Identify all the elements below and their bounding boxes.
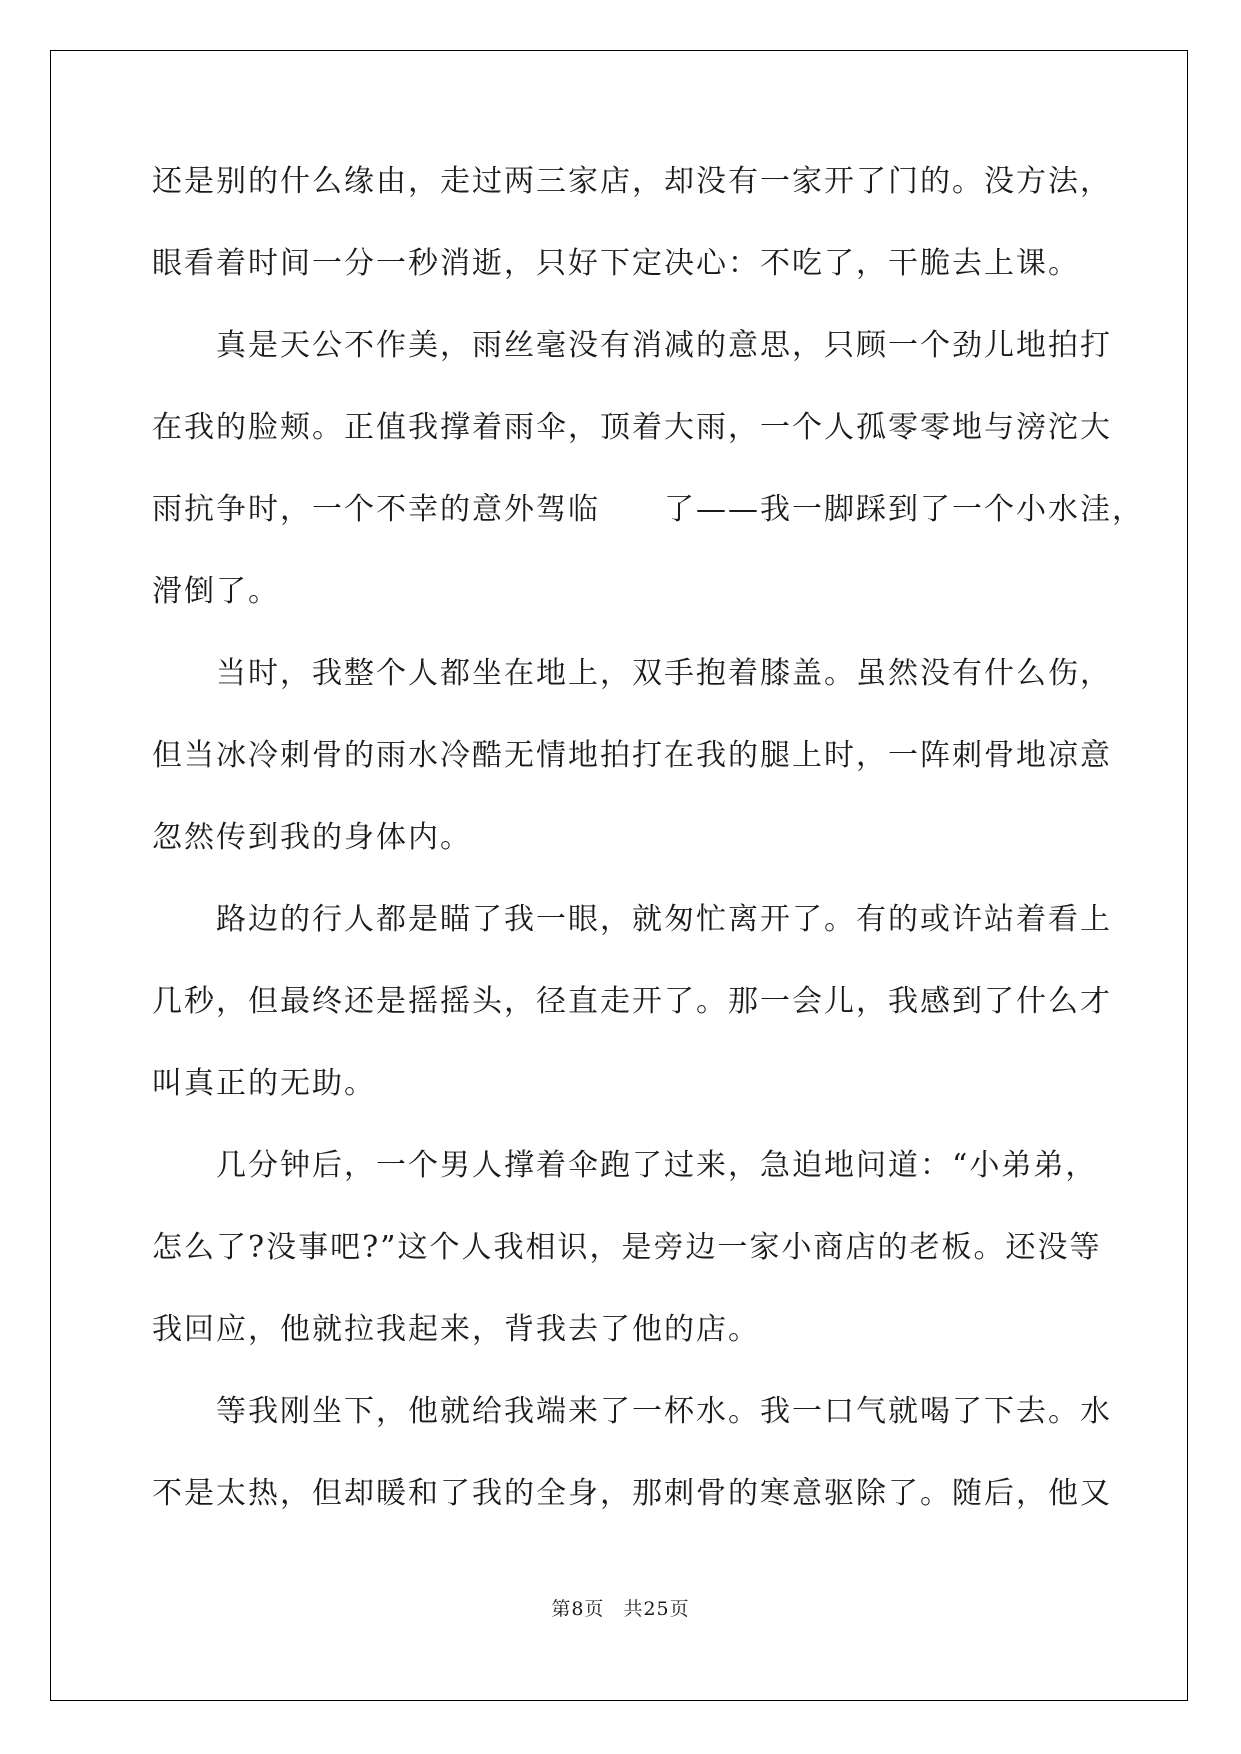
page-footer — [0, 1594, 1241, 1621]
paragraph-start-line: 等我刚坐下，他就给我端来了一杯水。我一口气就喝了下去。水 — [216, 1394, 1112, 1429]
paragraph-start-line: 路边的行人都是瞄了我一眼，就匆忙离开了。有的或许站着看上 — [216, 902, 1112, 937]
text-line: 叫真正的无助。 — [152, 1066, 376, 1101]
text-line: 但当冰冷刺骨的雨水冷酷无情地拍打在我的腿上时，一阵刺骨地凉意 — [152, 738, 1112, 773]
paragraph-start-line: 当时，我整个人都坐在地上，双手抱着膝盖。虽然没有什么伤， — [216, 656, 1112, 691]
text-line: 忽然传到我的身体内。 — [152, 820, 472, 855]
paragraph-start-line: 几分钟后，一个男人撑着伞跑了过来，急迫地问道：“小弟弟， — [216, 1148, 1098, 1183]
text-line: 雨抗争时，一个不幸的意外驾临 了——我一脚踩到了一个小水洼， — [152, 492, 1144, 527]
text-line: 眼看着时间一分一秒消逝，只好下定决心：不吃了，干脆去上课。 — [152, 246, 1080, 281]
document-body — [152, 162, 1144, 1556]
text-line: 在我的脸颊。正值我撑着雨伞，顶着大雨，一个人孤零零地与滂沱大 — [152, 410, 1112, 445]
current-page-number: 第8页 — [551, 1598, 605, 1620]
text-line: 不是太热，但却暖和了我的全身，那刺骨的寒意驱除了。随后，他又 — [152, 1476, 1112, 1511]
text-line: 怎么了?没事吧?”这个人我相识，是旁边一家小商店的老板。还没等 — [152, 1230, 1102, 1265]
text-line: 滑倒了。 — [152, 574, 280, 609]
text-line: 几秒，但最终还是摇摇头，径直走开了。那一会儿，我感到了什么才 — [152, 984, 1112, 1019]
paragraph-start-line: 真是天公不作美，雨丝毫没有消减的意思，只顾一个劲儿地拍打 — [216, 328, 1112, 363]
text-line: 我回应，他就拉我起来，背我去了他的店。 — [152, 1312, 760, 1347]
total-page-count: 共25页 — [623, 1598, 690, 1620]
text-line: 还是别的什么缘由，走过两三家店，却没有一家开了门的。没方法， — [152, 164, 1112, 199]
